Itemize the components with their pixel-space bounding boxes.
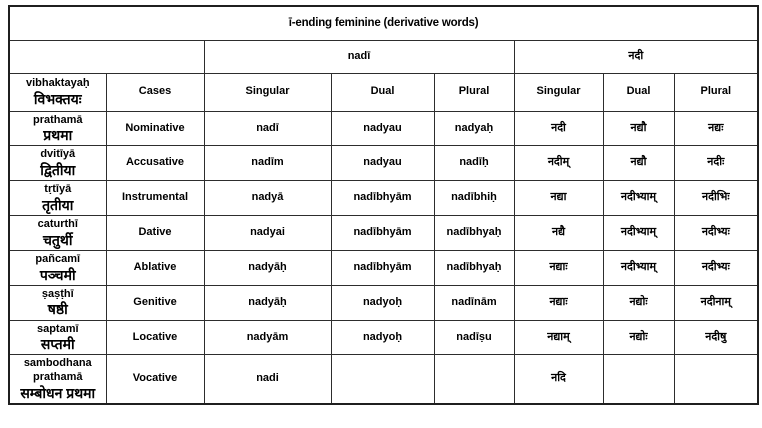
dev-plural-cell: नदीः: [674, 146, 758, 181]
vibhakti-devanagari: चतुर्थी: [43, 231, 73, 248]
column-header-dual-dev: Dual: [603, 73, 674, 111]
dev-dual-cell: नदीभ्याम्: [603, 250, 674, 285]
case-cell: Genitive: [106, 285, 204, 320]
latin-singular-cell: nadī: [204, 111, 331, 146]
column-header-plural-latin: Plural: [434, 73, 514, 111]
vibhakti-latin: tṛtīyā: [44, 183, 72, 196]
latin-plural-cell: nadībhyaḥ: [434, 216, 514, 251]
group-header-empty: [9, 40, 204, 73]
case-cell: Dative: [106, 216, 204, 251]
vibhakti-latin: prathamā: [32, 113, 83, 126]
latin-plural-cell: nadīnām: [434, 285, 514, 320]
dev-singular-cell: नदी: [514, 111, 603, 146]
table-row-genitive: [9, 285, 758, 320]
latin-singular-cell: nadyāḥ: [204, 285, 331, 320]
vibhakti-devanagari: सप्तमी: [40, 336, 75, 353]
case-cell: Accusative: [106, 146, 204, 181]
table-row-instrumental: [9, 181, 758, 216]
latin-singular-cell: nadyā: [204, 181, 331, 216]
vibhakti-cell: [9, 181, 106, 216]
dev-dual-cell: [603, 355, 674, 404]
dev-dual-cell: नद्यौ: [603, 146, 674, 181]
latin-singular-cell: nadyāḥ: [204, 250, 331, 285]
latin-singular-cell: nadyai: [204, 216, 331, 251]
latin-dual-cell: nadyoḥ: [331, 320, 434, 355]
latin-singular-cell: nadi: [204, 355, 331, 404]
dev-dual-cell: नद्योः: [603, 320, 674, 355]
latin-singular-cell: nadīm: [204, 146, 331, 181]
column-header-dual-latin: Dual: [331, 73, 434, 111]
table-title-row: [9, 6, 758, 40]
dev-singular-cell: नद्याः: [514, 285, 603, 320]
table-row-ablative: [9, 250, 758, 285]
group-header-latin: nadī: [204, 40, 514, 73]
latin-singular-cell: nadyām: [204, 320, 331, 355]
dev-singular-cell: नद्या: [514, 181, 603, 216]
table-row-dative: [9, 216, 758, 251]
case-cell: Vocative: [106, 355, 204, 404]
case-cell: Ablative: [106, 250, 204, 285]
vibhakti-cell: [9, 216, 106, 251]
vibhakti-cell: [9, 320, 106, 355]
vibhakti-latin: dvitīyā: [40, 148, 76, 161]
latin-dual-cell: nadyau: [331, 111, 434, 146]
vibhakti-latin: caturthī: [37, 218, 78, 231]
latin-dual-cell: nadībhyām: [331, 250, 434, 285]
vibhakti-cell: [9, 285, 106, 320]
vibhakti-cell: [9, 146, 106, 181]
dev-singular-cell: नदीम्: [514, 146, 603, 181]
latin-plural-cell: [434, 355, 514, 404]
column-header-singular-latin: Singular: [204, 73, 331, 111]
vibhakti-devanagari: पञ्चमी: [39, 266, 76, 283]
dev-dual-cell: नदीभ्याम्: [603, 181, 674, 216]
dev-plural-cell: नदीनाम्: [674, 285, 758, 320]
case-cell: Locative: [106, 320, 204, 355]
vibhakti-cell: [9, 355, 106, 404]
vibhakti-devanagari: सम्बोधन प्रथमा: [20, 384, 96, 401]
vibhakti-latin: ṣaṣṭhī: [41, 287, 74, 300]
table-row-locative: [9, 320, 758, 355]
vibhakti-latin: pañcamī: [35, 252, 81, 265]
dev-singular-cell: नद्यै: [514, 216, 603, 251]
column-header-vibhaktayah: [9, 73, 106, 111]
vibhaktayah-devanagari: विभक्तयः: [33, 90, 82, 107]
column-header-cases: Cases: [106, 73, 204, 111]
declension-table: [8, 5, 759, 405]
case-cell: Instrumental: [106, 181, 204, 216]
latin-plural-cell: nadīṣu: [434, 320, 514, 355]
latin-dual-cell: nadībhyām: [331, 181, 434, 216]
latin-dual-cell: nadyau: [331, 146, 434, 181]
latin-plural-cell: nadīḥ: [434, 146, 514, 181]
latin-dual-cell: nadyoḥ: [331, 285, 434, 320]
table-row-nominative: [9, 111, 758, 146]
vibhakti-cell: [9, 250, 106, 285]
latin-dual-cell: [331, 355, 434, 404]
dev-plural-cell: नदीभ्यः: [674, 216, 758, 251]
vibhakti-devanagari: द्वितीया: [40, 162, 76, 179]
group-header-devanagari: नदी: [514, 40, 758, 73]
latin-plural-cell: nadībhiḥ: [434, 181, 514, 216]
vibhakti-devanagari: षष्ठी: [47, 301, 68, 318]
dev-dual-cell: नद्योः: [603, 285, 674, 320]
dev-plural-cell: नदीभ्यः: [674, 250, 758, 285]
vibhakti-cell: [9, 111, 106, 146]
column-header-plural-dev: Plural: [674, 73, 758, 111]
dev-plural-cell: नदीभिः: [674, 181, 758, 216]
vibhakti-devanagari: प्रथमा: [43, 127, 73, 144]
latin-plural-cell: nadībhyaḥ: [434, 250, 514, 285]
dev-plural-cell: नदीषु: [674, 320, 758, 355]
column-header-row: [9, 73, 758, 111]
dev-plural-cell: नद्यः: [674, 111, 758, 146]
group-header-row: [9, 40, 758, 73]
vibhakti-latin: saptamī: [36, 322, 79, 335]
dev-singular-cell: नद्याम्: [514, 320, 603, 355]
vibhakti-latin: sambodhana prathamā: [23, 357, 92, 384]
dev-plural-cell: [674, 355, 758, 404]
case-cell: Nominative: [106, 111, 204, 146]
vibhakti-devanagari: तृतीया: [42, 196, 74, 213]
vibhaktayah-latin: vibhaktayaḥ: [25, 77, 90, 90]
table-title: ī-ending feminine (derivative words): [9, 6, 758, 40]
column-header-singular-dev: Singular: [514, 73, 603, 111]
latin-dual-cell: nadībhyām: [331, 216, 434, 251]
dev-singular-cell: नद्याः: [514, 250, 603, 285]
dev-dual-cell: नद्यौ: [603, 111, 674, 146]
latin-plural-cell: nadyaḥ: [434, 111, 514, 146]
dev-dual-cell: नदीभ्याम्: [603, 216, 674, 251]
table-row-vocative: [9, 355, 758, 404]
dev-singular-cell: नदि: [514, 355, 603, 404]
table-row-accusative: [9, 146, 758, 181]
